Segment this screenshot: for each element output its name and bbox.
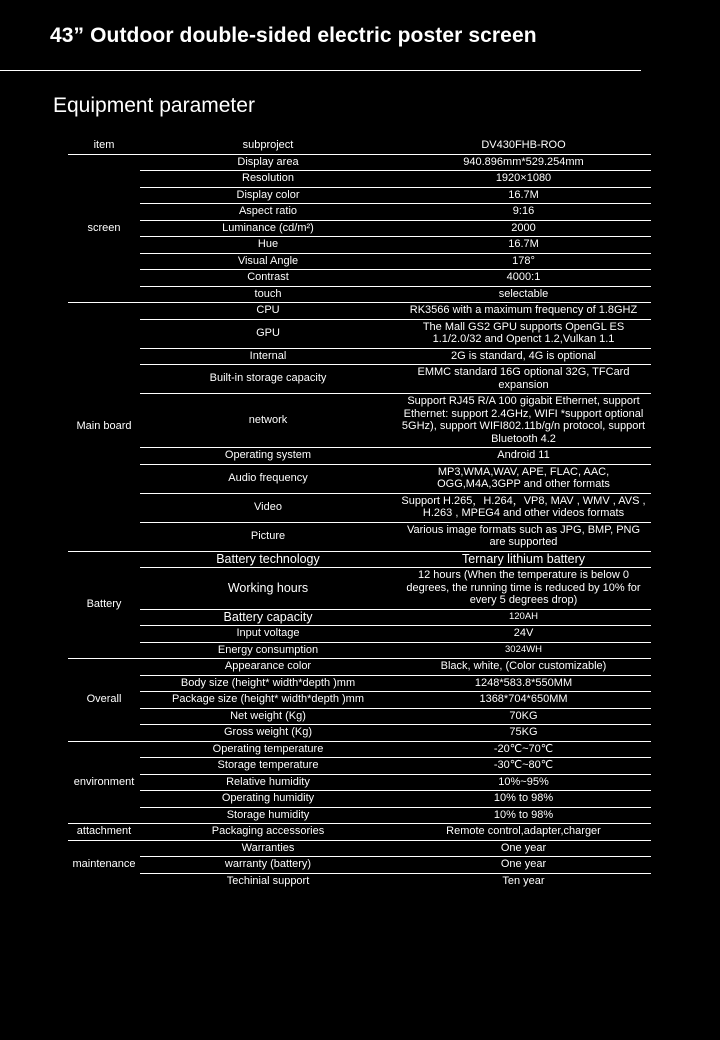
- table-row: [68, 824, 651, 841]
- row-key: warranty (battery): [140, 857, 396, 874]
- row-value: 2000: [396, 220, 651, 237]
- row-value: 1248*583.8*550MM: [396, 675, 651, 692]
- table-row: [68, 319, 651, 348]
- row-key: Operating temperature: [140, 741, 396, 758]
- row-key: Working hours: [140, 568, 396, 610]
- group-label-battery: Battery: [68, 551, 140, 659]
- row-value: 16.7M: [396, 187, 651, 204]
- table-row: [68, 626, 651, 643]
- table-row: [68, 675, 651, 692]
- row-key: touch: [140, 286, 396, 303]
- row-key: Built-in storage capacity: [140, 365, 396, 394]
- header-model: DV430FHB-ROO: [396, 138, 651, 154]
- spec-table: [68, 138, 651, 889]
- row-key: Techinial support: [226, 874, 310, 887]
- row-value: Ternary lithium battery: [396, 551, 651, 568]
- table-row: [68, 791, 651, 808]
- row-key: Luminance (cd/m²): [140, 220, 396, 237]
- table-row: [68, 187, 651, 204]
- row-key: GPU: [140, 319, 396, 348]
- row-key: Gross weight (Kg): [140, 725, 396, 742]
- group-label-screen: screen: [68, 154, 140, 303]
- table-row: [68, 348, 651, 365]
- row-key: network: [140, 394, 396, 448]
- row-key: Operating system: [140, 448, 396, 465]
- row-key: Contrast: [140, 270, 396, 287]
- group-label-maintenance: maintenance: [72, 858, 136, 870]
- row-value: Android 11: [396, 448, 651, 465]
- table-row: [68, 270, 651, 287]
- table-row: [68, 237, 651, 254]
- row-value: 9:16: [396, 204, 651, 221]
- row-key: Package size (height* width*depth )mm: [140, 692, 396, 709]
- row-value: One year: [396, 840, 651, 857]
- row-key: Video: [140, 493, 396, 522]
- row-value: 10% to 98%: [396, 807, 651, 824]
- row-value: 70KG: [396, 708, 651, 725]
- row-key: Energy consumption: [140, 642, 396, 659]
- header-item: item: [68, 138, 140, 154]
- row-value: Remote control,adapter,charger: [396, 824, 651, 841]
- row-value: 24V: [396, 626, 651, 643]
- table-row: [68, 568, 651, 610]
- page-title: 43” Outdoor double-sided electric poster screen: [50, 24, 537, 47]
- row-value: 1920×1080: [396, 171, 651, 188]
- row-value: 16.7M: [396, 237, 651, 254]
- row-key: Storage temperature: [140, 758, 396, 775]
- table-row: [68, 708, 651, 725]
- row-value: -20℃~70℃: [396, 741, 651, 758]
- row-key: CPU: [140, 303, 396, 320]
- row-value: 10%~95%: [396, 774, 651, 791]
- row-value: 3024WH: [396, 642, 651, 659]
- row-key: Resolution: [140, 171, 396, 188]
- row-value: Various image formats such as JPG, BMP, PNG are supported: [396, 522, 651, 551]
- table-row: [68, 303, 651, 320]
- table-row: [68, 551, 651, 568]
- row-key: Battery technology: [140, 551, 396, 568]
- table-row: [68, 692, 651, 709]
- row-value: EMMC standard 16G optional 32G, TFCard expansion: [396, 365, 651, 394]
- group-label-overall: Overall: [68, 659, 140, 742]
- table-row: [68, 725, 651, 742]
- row-value: selectable: [396, 286, 651, 303]
- table-row: [68, 171, 651, 188]
- row-key: Visual Angle: [140, 253, 396, 270]
- row-key: Appearance color: [140, 659, 396, 676]
- row-value: 12 hours (When the temperature is below 0 degrees, the running time is reduced by 10% for every 5 degrees drop): [396, 568, 651, 610]
- table-row: [68, 253, 651, 270]
- table-row: [68, 807, 651, 824]
- table-header-row: [68, 138, 651, 154]
- table-row: [68, 774, 651, 791]
- row-value: 120AH: [396, 609, 651, 626]
- group-label-main-board: Main board: [68, 303, 140, 552]
- group-label-environment: environment: [68, 741, 140, 824]
- row-value: 75KG: [396, 725, 651, 742]
- row-value: -30℃~80℃: [396, 758, 651, 775]
- table-row: [68, 220, 651, 237]
- row-key: Warranties: [140, 840, 396, 857]
- row-value: 4000:1: [396, 270, 651, 287]
- table-row: [68, 394, 651, 448]
- table-row: [68, 448, 651, 465]
- table-row: [68, 758, 651, 775]
- table-row: [68, 204, 651, 221]
- group-label-attachment: attachment: [68, 824, 140, 841]
- row-key: Packaging accessories: [140, 824, 396, 841]
- table-row: [68, 493, 651, 522]
- table-row: [68, 522, 651, 551]
- table-row: [68, 365, 651, 394]
- row-key: Aspect ratio: [140, 204, 396, 221]
- row-key: Picture: [140, 522, 396, 551]
- table-row: [68, 464, 651, 493]
- section-title: Equipment parameter: [53, 94, 255, 117]
- row-key: Storage humidity: [140, 807, 396, 824]
- table-row: [68, 741, 651, 758]
- row-value: Ten year: [502, 874, 545, 887]
- title-divider: [0, 70, 641, 71]
- row-value: One year: [396, 857, 651, 874]
- row-value: RK3566 with a maximum frequency of 1.8GHZ: [396, 303, 651, 320]
- row-key: Display area: [140, 154, 396, 171]
- row-value: 2G is standard, 4G is optional: [396, 348, 651, 365]
- table-row: [68, 873, 651, 889]
- row-key: Input voltage: [140, 626, 396, 643]
- row-value: Support RJ45 R/A 100 gigabit Ethernet, support Ethernet: support 2.4GHz, WIFI *support optional 5GHz), support WIFI802.11b/g/n protocol, support Bluetooth 4.2: [396, 394, 651, 448]
- row-key: Battery capacity: [140, 609, 396, 626]
- table-row: [68, 609, 651, 626]
- table-row: [68, 642, 651, 659]
- row-value: Support H.265，H.264，VP8, MAV , WMV , AVS , H.263 , MPEG4 and other videos formats: [396, 493, 651, 522]
- row-key: Net weight (Kg): [140, 708, 396, 725]
- row-key: Operating humidity: [140, 791, 396, 808]
- row-value: 10% to 98%: [396, 791, 651, 808]
- row-value: 940.896mm*529.254mm: [396, 154, 651, 171]
- row-key: Audio frequency: [140, 464, 396, 493]
- table-row: [68, 154, 651, 171]
- row-key: Body size (height* width*depth )mm: [140, 675, 396, 692]
- row-value: 1368*704*650MM: [396, 692, 651, 709]
- row-key: Relative humidity: [140, 774, 396, 791]
- row-value: MP3,WMA,WAV, APE, FLAC, AAC, OGG,M4A,3GPP and other formats: [396, 464, 651, 493]
- row-key: Display color: [140, 187, 396, 204]
- row-key: Hue: [140, 237, 396, 254]
- row-key: Internal: [140, 348, 396, 365]
- header-subproject: subproject: [140, 138, 396, 154]
- table-row: [68, 286, 651, 303]
- table-row: [68, 857, 651, 874]
- table-row: [68, 659, 651, 676]
- row-value: 178°: [396, 253, 651, 270]
- row-value: Black, white, (Color customizable): [396, 659, 651, 676]
- table-row: [68, 840, 651, 857]
- row-value: The Mall GS2 GPU supports OpenGL ES 1.1/2.0/32 and Openct 1.2,Vulkan 1.1: [396, 319, 651, 348]
